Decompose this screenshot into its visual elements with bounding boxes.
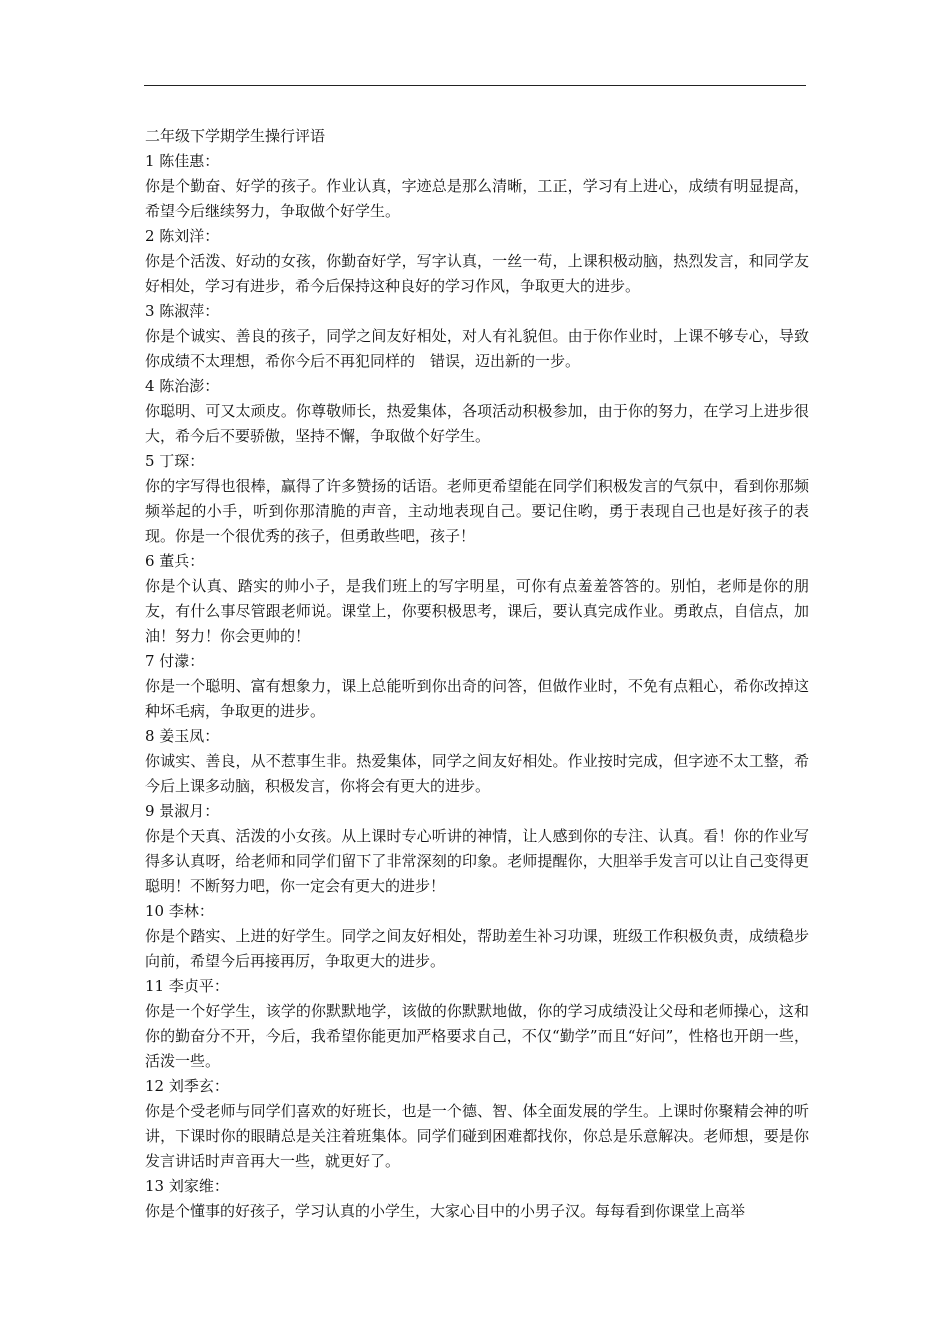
- student-name: 13 刘家维：: [145, 1177, 229, 1195]
- student-name: 9 景淑月：: [145, 802, 220, 820]
- document-body: [145, 124, 809, 1224]
- student-comment: 你是个诚实、善良的孩子，同学之间友好相处，对人有礼貌但。由于你作业时，上课不够专心，导致你成绩不太理想，希你今后不再犯同样的 错误，迈出新的一步。: [145, 327, 809, 370]
- student-comment: 你是个踏实、上进的好学生。同学之间友好相处，帮助差生补习功课，班级工作积极负责，成绩稳步向前，希望今后再接再厉，争取更大的进步。: [145, 927, 809, 970]
- student-comment: 你是个懂事的好孩子，学习认真的小学生，大家心目中的小男子汉。每每看到你课堂上高举: [145, 1202, 746, 1220]
- student-comment: 你是一个聪明、富有想象力，课上总能听到你出奇的问答，但做作业时，不免有点粗心，希你改掉这种坏毛病，争取更的进步。: [145, 677, 809, 720]
- student-name: 6 董兵：: [145, 552, 205, 570]
- student-name: 12 刘季玄：: [145, 1077, 229, 1095]
- student-comment: 你是个勤奋、好学的孩子。作业认真，字迹总是那么清晰，工正，学习有上进心，成绩有明显提高，希望今后继续努力，争取做个好学生。: [145, 177, 809, 220]
- student-name: 3 陈淑萍：: [145, 302, 220, 320]
- student-comment: 你聪明、可又太顽皮。你尊敬师长，热爱集体，各项活动积极参加，由于你的努力，在学习上进步很大，希今后不要骄傲，坚持不懈，争取做个好学生。: [145, 402, 809, 445]
- student-comment: 你是一个好学生，该学的你默默地学，该做的你默默地做，你的学习成绩没让父母和老师操心，这和你的勤奋分不开，今后，我希望你能更加严格要求自己，不仅“勤学”而且“好问”，性格也开朗一些，活泼一些。: [145, 1002, 809, 1070]
- student-comment: 你是个天真、活泼的小女孩。从上课时专心听讲的神情，让人感到你的专注、认真。看！你的作业写得多认真呀，给老师和同学们留下了非常深刻的印象。老师提醒你，大胆举手发言可以让自己变得更聪明！不断努力吧，你一定会有更大的进步！: [145, 827, 809, 895]
- student-name: 2 陈刘洋：: [145, 227, 220, 245]
- student-comment: 你是个认真、踏实的帅小子，是我们班上的写字明星，可你有点羞羞答答的。别怕，老师是你的朋友，有什么事尽管跟老师说。课堂上，你要积极思考，课后，要认真完成作业。勇敢点，自信点，加油！努力！你会更帅的！: [145, 577, 809, 645]
- student-comment: 你是个受老师与同学们喜欢的好班长，也是一个德、智、体全面发展的学生。上课时你聚精会神的听讲，下课时你的眼睛总是关注着班集体。同学们碰到困难都找你，你总是乐意解决。老师想，要是你发言讲话时声音再大一些，就更好了。: [145, 1102, 809, 1170]
- student-comment: 你的字写得也很棒，赢得了许多赞扬的话语。老师更希望能在同学们积极发言的气氛中，看到你那频频举起的小手，听到你那清脆的声音，主动地表现自己。要记住哟，勇于表现自己也是好孩子的表现。你是一个很优秀的孩子，但勇敢些吧，孩子！: [145, 477, 809, 545]
- document-title: 二年级下学期学生操行评语: [145, 127, 326, 145]
- header-rule: [144, 85, 806, 86]
- student-name: 11 李贞平：: [145, 977, 229, 995]
- student-name: 4 陈治澎：: [145, 377, 220, 395]
- student-comment: 你诚实、善良，从不惹事生非。热爱集体，同学之间友好相处。作业按时完成，但字迹不太工整，希今后上课多动脑，积极发言，你将会有更大的进步。: [145, 752, 809, 795]
- student-name: 8 姜玉凤：: [145, 727, 220, 745]
- student-name: 1 陈佳惠：: [145, 152, 220, 170]
- student-name: 7 付濛：: [145, 652, 205, 670]
- student-name: 10 李林：: [145, 902, 214, 920]
- student-comment: 你是个活泼、好动的女孩，你勤奋好学，写字认真，一丝一苟，上课积极动脑，热烈发言，和同学友好相处，学习有进步，希今后保持这种良好的学习作风，争取更大的进步。: [145, 252, 809, 295]
- student-name: 5 丁琛：: [145, 452, 205, 470]
